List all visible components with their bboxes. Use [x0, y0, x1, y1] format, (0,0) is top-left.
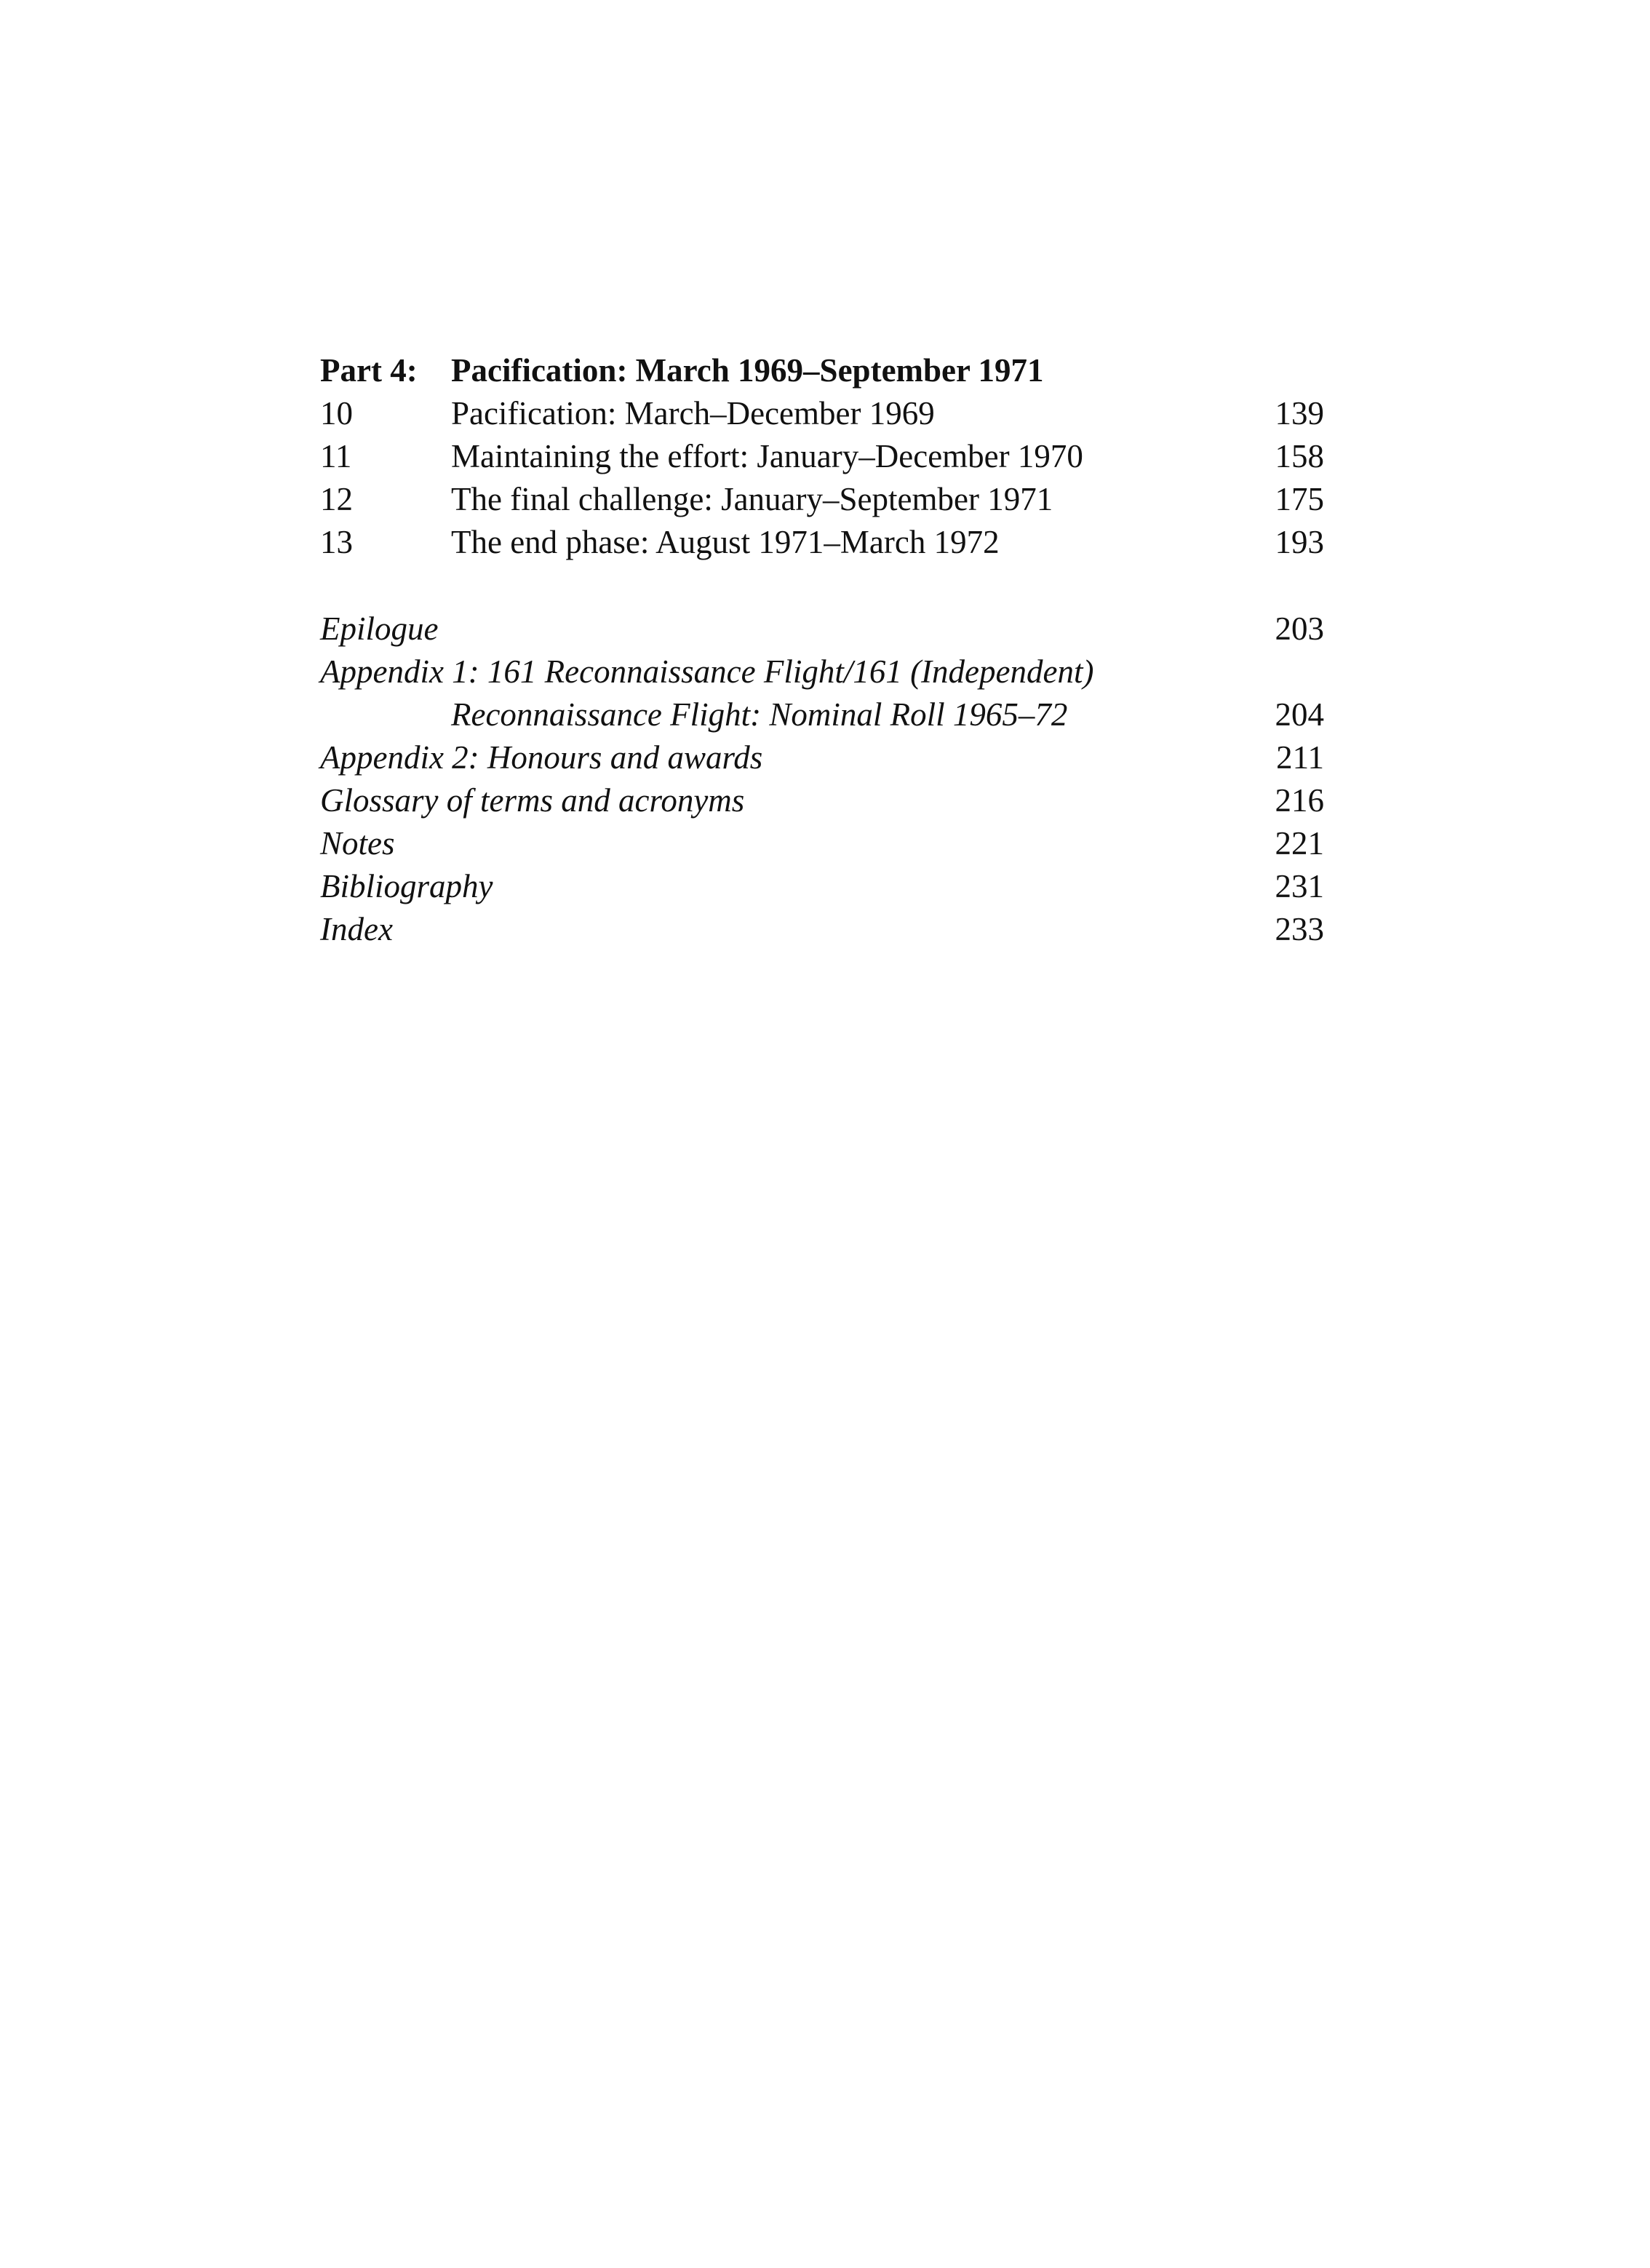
- toc-chapter-row[interactable]: [320, 435, 1324, 478]
- section-spacer: [320, 564, 1324, 608]
- matter-title: Appendix 2: Honours and awards: [320, 739, 763, 776]
- toc-chapter-row[interactable]: [320, 392, 1324, 435]
- chapter-number: 13: [320, 524, 353, 560]
- chapter-title: Pacification: March–December 1969: [451, 395, 935, 431]
- page-number: 211: [1276, 739, 1324, 776]
- toc-matter-row-appendix-2[interactable]: [320, 736, 1324, 779]
- toc-matter-row-index[interactable]: [320, 908, 1324, 951]
- page-number: 193: [1275, 524, 1324, 560]
- page-number: 231: [1275, 868, 1324, 904]
- part-heading: [320, 349, 1324, 392]
- matter-title: Index: [320, 911, 393, 947]
- toc-matter-row-notes[interactable]: [320, 822, 1324, 865]
- toc-matter-row-bibliography[interactable]: [320, 865, 1324, 908]
- part-title: Pacification: March 1969–September 1971: [451, 352, 1044, 389]
- matter-title-continuation: Reconnaissance Flight: Nominal Roll 1965–72: [451, 696, 1068, 733]
- page-number: 158: [1275, 438, 1324, 474]
- matter-title: Appendix 1: 161 Reconnaissance Flight/161 (Independent): [320, 653, 1094, 690]
- toc-matter-row-appendix-1[interactable]: [320, 650, 1324, 693]
- chapter-number: 11: [320, 438, 352, 474]
- toc-matter-row-appendix-1-continued[interactable]: [320, 693, 1324, 736]
- toc-matter-row-glossary[interactable]: [320, 779, 1324, 822]
- toc-chapter-row[interactable]: [320, 521, 1324, 564]
- page-number: 204: [1275, 696, 1324, 733]
- chapter-title: Maintaining the effort: January–December 1970: [451, 438, 1083, 474]
- chapter-title: The final challenge: January–September 1971: [451, 481, 1053, 517]
- chapter-title: The end phase: August 1971–March 1972: [451, 524, 1000, 560]
- toc-matter-row-epilogue[interactable]: [320, 608, 1324, 650]
- toc-chapter-row[interactable]: [320, 478, 1324, 521]
- part-label: Part 4:: [320, 352, 418, 389]
- page-number: 233: [1275, 911, 1324, 947]
- matter-title: Bibliography: [320, 868, 493, 904]
- table-of-contents: [320, 349, 1324, 951]
- page-number: 203: [1275, 610, 1324, 647]
- matter-title: Glossary of terms and acronyms: [320, 782, 745, 819]
- page-number: 175: [1275, 481, 1324, 517]
- page-number: 221: [1275, 825, 1324, 862]
- matter-title: Notes: [320, 825, 395, 862]
- page-number: 139: [1275, 395, 1324, 431]
- matter-title: Epilogue: [320, 610, 439, 647]
- page-number: 216: [1275, 782, 1324, 819]
- chapter-number: 12: [320, 481, 353, 517]
- chapter-number: 10: [320, 395, 353, 431]
